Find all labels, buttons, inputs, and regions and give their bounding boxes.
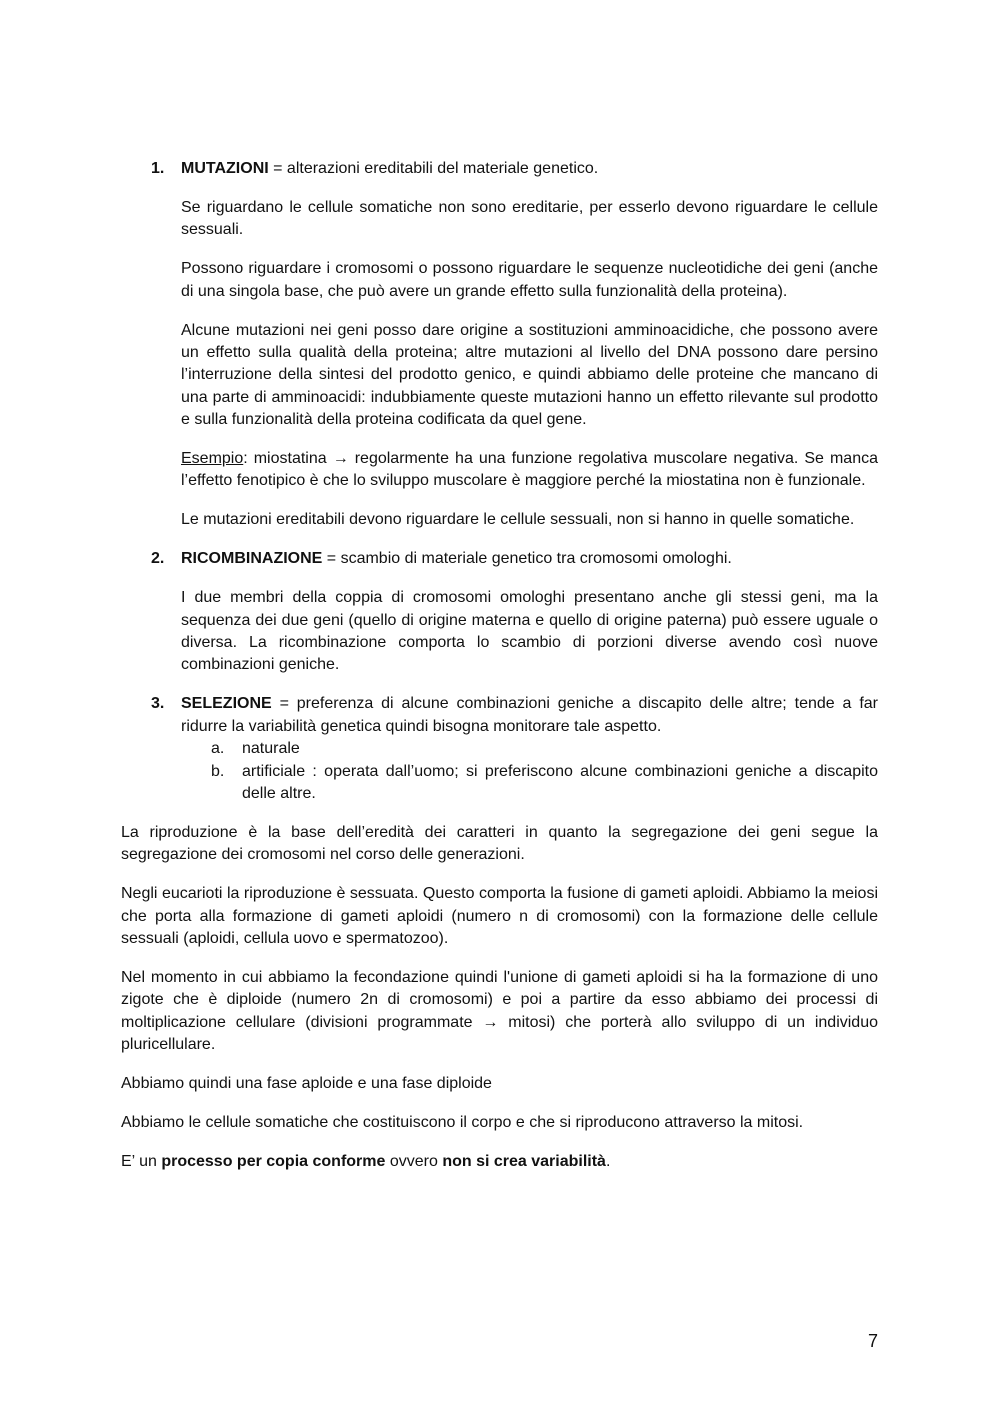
term-ricombinazione: RICOMBINAZIONE xyxy=(181,550,323,568)
example-label: Esempio xyxy=(181,450,244,468)
term-mutazioni: MUTAZIONI xyxy=(181,160,269,177)
final-prefix: E’ un xyxy=(121,1152,162,1170)
list-number: 1. xyxy=(151,160,165,177)
example-text: : miostatina → regolarmente ha una funzione regolativa muscolare negativa. Se manca l’effetto fenotipico è che lo sviluppo muscolare è maggiore perché la miostatina non è funzionale. xyxy=(181,450,878,490)
list-item-heading xyxy=(181,548,878,570)
sub-list-text: naturale xyxy=(242,740,300,758)
sub-list-letter: a. xyxy=(211,740,225,758)
example-paragraph xyxy=(121,448,878,493)
definition-mutazioni: = alterazioni ereditabili del materiale genetico. xyxy=(268,160,599,177)
paragraph: Nel momento in cui abbiamo la fecondazione quindi l'unione di gameti aploidi si ha la formazione di uno zigote che è diploide (numero 2n di cromosomi) e poi a partire da esso abbiamo dei processi di moltiplicazione cellulare (divisioni programmate → mitosi) che porterà allo sviluppo di un individuo pluricellulare. xyxy=(121,968,878,1054)
paragraph: Se riguardano le cellule somatiche non sono ereditarie, per esserlo devono riguardare le cellule sessuali. xyxy=(181,198,878,239)
sub-list-text: artificiale : operata dall’uomo; si preferiscono alcune combinazioni geniche a discapito delle altre. xyxy=(242,762,878,802)
list-number: 3. xyxy=(151,695,165,713)
paragraph: Le mutazioni ereditabili devono riguardare le cellule sessuali, non si hanno in quelle somatiche. xyxy=(181,511,855,529)
list-item-heading xyxy=(181,693,878,738)
definition-ricombinazione: = scambio di materiale genetico tra cromosomi omologhi. xyxy=(322,550,732,568)
sub-list-letter: b. xyxy=(211,762,225,780)
page-content xyxy=(121,158,878,1173)
sub-list-item xyxy=(121,738,878,760)
final-bold-1: processo per copia conforme xyxy=(161,1152,386,1170)
paragraph: I due membri della coppia di cromosomi omologhi presentano anche gli stessi geni, ma la sequenza dei due geni (quello di origine materna e quello di origine paterna) può essere uguale o diversa. La ricombinazione comporta lo scambio di porzioni diverse avendo così nuove combinazioni geniche. xyxy=(181,589,878,674)
final-paragraph xyxy=(121,1151,878,1173)
term-selezione: SELEZIONE xyxy=(181,695,272,713)
paragraph: Alcune mutazioni nei geni posso dare origine a sostituzioni amminoacidiche, che possono avere un effetto sulla qualità della proteina; altre mutazioni al livello del DNA possono dare persino l’interruzione della sintesi del prodotto genico, e quindi abbiamo delle proteine che mancano di una parte di amminoacidi: indubbiamente queste mutazioni hanno un effetto rilevante sul prodotto e sulla funzionalità della proteina codificata da quel gene. xyxy=(181,321,878,429)
list-item-mutazioni xyxy=(121,158,878,180)
page-number: 7 xyxy=(867,1331,878,1351)
paragraph: Abbiamo quindi una fase aploide e una fase diploide xyxy=(121,1075,492,1092)
paragraph: La riproduzione è la base dell’eredità dei caratteri in quanto la segregazione dei geni segue la segregazione dei cromosomi nel corso delle generazioni. xyxy=(121,823,878,864)
list-item-selezione xyxy=(121,693,878,738)
final-suffix: . xyxy=(605,1152,611,1170)
definition-selezione: = preferenza di alcune combinazioni geniche a discapito delle altre; tende a far ridurre la variabilità genetica quindi bisogna monitorare tale aspetto. xyxy=(181,695,878,735)
sub-list-item xyxy=(121,761,878,806)
final-bold-2: non si crea variabilità xyxy=(442,1152,606,1170)
paragraph: Abbiamo le cellule somatiche che costituiscono il corpo e che si riproducono attraverso la mitosi. xyxy=(121,1113,804,1131)
list-number: 2. xyxy=(151,550,165,568)
paragraph: Possono riguardare i cromosomi o possono riguardare le sequenze nucleotidiche dei geni (anche di una singola base, che può avere un grande effetto sulla funzionalità della proteina). xyxy=(181,260,878,300)
paragraph: Negli eucarioti la riproduzione è sessuata. Questo comporta la fusione di gameti aploidi. Abbiamo la meiosi che porta alla formazione di gameti aploidi (numero n di cromosomi) con la formazione delle cellule sessuali (aploidi, cellula uovo e spermatozoo). xyxy=(121,885,878,947)
final-middle: ovvero xyxy=(385,1152,443,1170)
list-item-ricombinazione xyxy=(121,548,878,570)
list-item-heading xyxy=(181,158,878,180)
